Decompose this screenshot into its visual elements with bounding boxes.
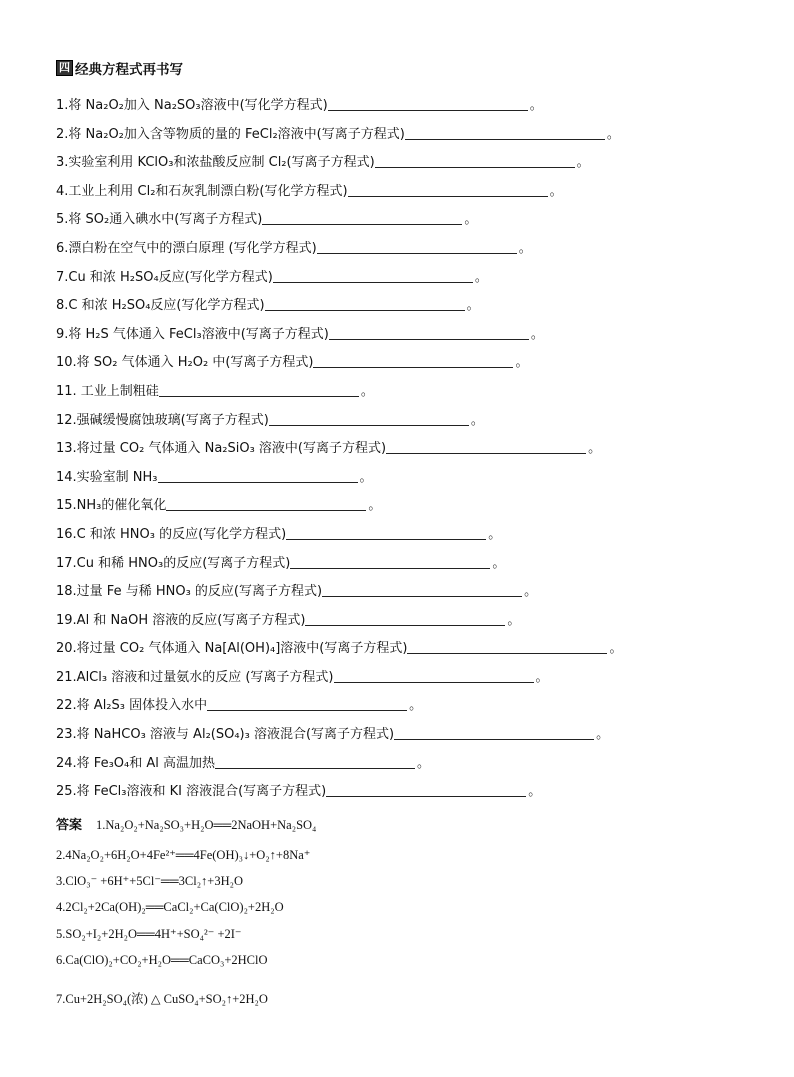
section-title xyxy=(56,58,183,78)
period-mark: 。 xyxy=(576,155,590,171)
question-item xyxy=(56,407,756,436)
question-text: 1.将 Na₂O₂加入 Na₂SO₃溶液中(写化学方程式) xyxy=(56,98,328,113)
period-mark: 。 xyxy=(359,469,373,485)
period-mark: 。 xyxy=(530,326,544,342)
answer-blank[interactable] xyxy=(334,668,534,683)
question-text: 21.AlCl₃ 溶液和过量氨水的反应 (写离子方程式) xyxy=(56,669,334,685)
answer-item xyxy=(56,947,756,973)
answer-equation: 1.Na₂O₂+Na₂SO₃+H₂O══2NaOH+Na₂SO₄ xyxy=(96,818,317,832)
question-text: 20.将过量 CO₂ 气体通入 Na[Al(OH)₄]溶液中(写离子方程式) xyxy=(56,641,408,657)
period-mark: 。 xyxy=(596,727,610,743)
question-item xyxy=(56,550,756,579)
question-text: 6.漂白粉在空气中的漂白原理 (写化学方程式) xyxy=(56,240,317,256)
period-mark: 。 xyxy=(524,584,538,600)
answer-equation: 7.Cu+2H₂SO₄(浓) △ CuSO₄+SO₂↑+2H₂O xyxy=(56,991,268,1006)
question-text: 5.将 SO₂通入碘水中(写离子方程式) xyxy=(56,212,263,228)
question-item xyxy=(56,321,756,350)
answer-equation: 2.4Na₂O₂+6H₂O+4Fe²⁺══4Fe(OH)₃↓+O₂↑+8Na⁺ xyxy=(56,848,311,862)
answer-blank[interactable] xyxy=(273,268,473,283)
answer-blank[interactable] xyxy=(328,96,528,111)
period-mark: 。 xyxy=(518,240,532,256)
question-text: 11. 工业上制粗硅 xyxy=(56,383,159,399)
answer-blank[interactable] xyxy=(262,210,462,225)
period-mark: 。 xyxy=(417,755,431,771)
period-mark: 。 xyxy=(470,412,484,428)
question-item xyxy=(56,264,756,293)
question-item xyxy=(56,349,756,378)
question-item xyxy=(56,521,756,550)
answer-blank[interactable] xyxy=(405,125,605,140)
answer-equation: 3.ClO₃⁻ +6H⁺+5Cl⁻══3Cl₂↑+3H₂O xyxy=(56,874,244,889)
period-mark: 。 xyxy=(368,498,382,514)
question-text: 3.实验室利用 KClO₃和浓盐酸反应制 Cl₂(写离子方程式) xyxy=(56,155,375,171)
answer-blank[interactable] xyxy=(265,296,465,311)
question-text: 18.过量 Fe 与稀 HNO₃ 的反应(写离子方程式) xyxy=(56,584,323,600)
answer-blank[interactable] xyxy=(375,153,575,168)
answer-blank[interactable] xyxy=(329,325,529,340)
question-item xyxy=(56,178,756,207)
answer-equation: 6.Ca(ClO)₂+CO₂+H₂O══CaCO₃+2HClO xyxy=(56,952,268,967)
period-mark: 。 xyxy=(409,698,423,714)
question-item xyxy=(56,121,756,150)
period-mark: 。 xyxy=(360,383,374,399)
answer-blank[interactable] xyxy=(290,554,490,569)
question-item xyxy=(56,778,756,807)
question-list xyxy=(56,92,756,807)
question-item xyxy=(56,664,756,693)
period-mark: 。 xyxy=(535,669,549,685)
period-mark: 。 xyxy=(529,98,543,113)
answer-label: 答案 xyxy=(56,818,83,833)
answer-equation: 5.SO₂+I₂+2H₂O══4H⁺+SO₄²⁻ +2I⁻ xyxy=(56,926,242,941)
question-item xyxy=(56,464,756,493)
period-mark: 。 xyxy=(549,183,563,199)
question-text: 9.将 H₂S 气体通入 FeCl₃溶液中(写离子方程式) xyxy=(56,326,329,342)
question-text: 2.将 Na₂O₂加入含等物质的量的 FeCl₂溶液中(写离子方程式) xyxy=(56,126,405,142)
answer-blank[interactable] xyxy=(158,468,358,483)
section-number-badge: 四 xyxy=(56,60,73,76)
period-mark: 。 xyxy=(609,641,623,657)
question-text: 8.C 和浓 H₂SO₄反应(写化学方程式) xyxy=(56,298,265,314)
question-text: 7.Cu 和浓 H₂SO₄反应(写化学方程式) xyxy=(56,269,273,285)
question-text: 17.Cu 和稀 HNO₃的反应(写离子方程式) xyxy=(56,555,291,571)
answer-blank[interactable] xyxy=(215,754,415,769)
question-text: 10.将 SO₂ 气体通入 H₂O₂ 中(写离子方程式) xyxy=(56,355,314,371)
answer-equation: 4.2Cl₂+2Ca(OH)₂══CaCl₂+Ca(ClO)₂+2H₂O xyxy=(56,900,284,915)
answer-section xyxy=(56,812,756,1013)
answer-blank[interactable] xyxy=(286,525,486,540)
answer-blank[interactable] xyxy=(407,639,607,654)
period-mark: 。 xyxy=(528,784,542,800)
question-item xyxy=(56,149,756,178)
question-item xyxy=(56,578,756,607)
answer-blank[interactable] xyxy=(305,611,505,626)
answer-item xyxy=(56,973,756,1013)
period-mark: 。 xyxy=(606,126,620,142)
question-text: 4.工业上利用 Cl₂和石灰乳制漂白粉(写化学方程式) xyxy=(56,183,348,199)
question-text: 24.将 Fe₃O₄和 Al 高温加热 xyxy=(56,755,215,771)
question-item xyxy=(56,206,756,235)
question-text: 22.将 Al₂S₃ 固体投入水中 xyxy=(56,698,208,714)
period-mark: 。 xyxy=(492,555,506,571)
answer-blank[interactable] xyxy=(313,353,513,368)
answer-item xyxy=(56,812,756,842)
question-item xyxy=(56,235,756,264)
question-text: 13.将过量 CO₂ 气体通入 Na₂SiO₃ 溶液中(写离子方程式) xyxy=(56,441,387,457)
question-text: 23.将 NaHCO₃ 溶液与 Al₂(SO₄)₃ 溶液混合(写离子方程式) xyxy=(56,727,395,743)
question-item xyxy=(56,378,756,407)
question-item xyxy=(56,435,756,464)
answer-blank[interactable] xyxy=(317,239,517,254)
period-mark: 。 xyxy=(464,212,478,228)
section-heading: 经典方程式再书写 xyxy=(75,62,183,78)
question-item xyxy=(56,635,756,664)
period-mark: 。 xyxy=(466,298,480,314)
answer-blank[interactable] xyxy=(159,382,359,397)
period-mark: 。 xyxy=(588,441,602,457)
question-item xyxy=(56,292,756,321)
question-text: 12.强碱缓慢腐蚀玻璃(写离子方程式) xyxy=(56,412,269,428)
question-item xyxy=(56,750,756,779)
question-item xyxy=(56,492,756,521)
period-mark: 。 xyxy=(474,269,488,285)
answer-blank[interactable] xyxy=(322,582,522,597)
question-text: 14.实验室制 NH₃ xyxy=(56,469,158,485)
question-text: 16.C 和浓 HNO₃ 的反应(写化学方程式) xyxy=(56,526,287,542)
question-text: 19.Al 和 NaOH 溶液的反应(写离子方程式) xyxy=(56,612,306,628)
answer-item xyxy=(56,868,756,894)
answer-item xyxy=(56,921,756,947)
period-mark: 。 xyxy=(507,612,521,628)
question-item xyxy=(56,92,756,121)
question-text: 15.NH₃的催化氧化 xyxy=(56,498,167,514)
period-mark: 。 xyxy=(488,526,502,542)
answer-blank[interactable] xyxy=(166,496,366,511)
answer-blank[interactable] xyxy=(386,439,586,454)
answer-blank[interactable] xyxy=(348,182,548,197)
answer-blank[interactable] xyxy=(207,696,407,711)
question-text: 25.将 FeCl₃溶液和 KI 溶液混合(写离子方程式) xyxy=(56,784,327,800)
question-item xyxy=(56,721,756,750)
answer-item xyxy=(56,842,756,868)
question-item xyxy=(56,692,756,721)
answer-item xyxy=(56,894,756,920)
question-item xyxy=(56,607,756,636)
answer-blank[interactable] xyxy=(394,725,594,740)
answer-blank[interactable] xyxy=(269,411,469,426)
answer-blank[interactable] xyxy=(326,782,526,797)
period-mark: 。 xyxy=(515,355,529,371)
